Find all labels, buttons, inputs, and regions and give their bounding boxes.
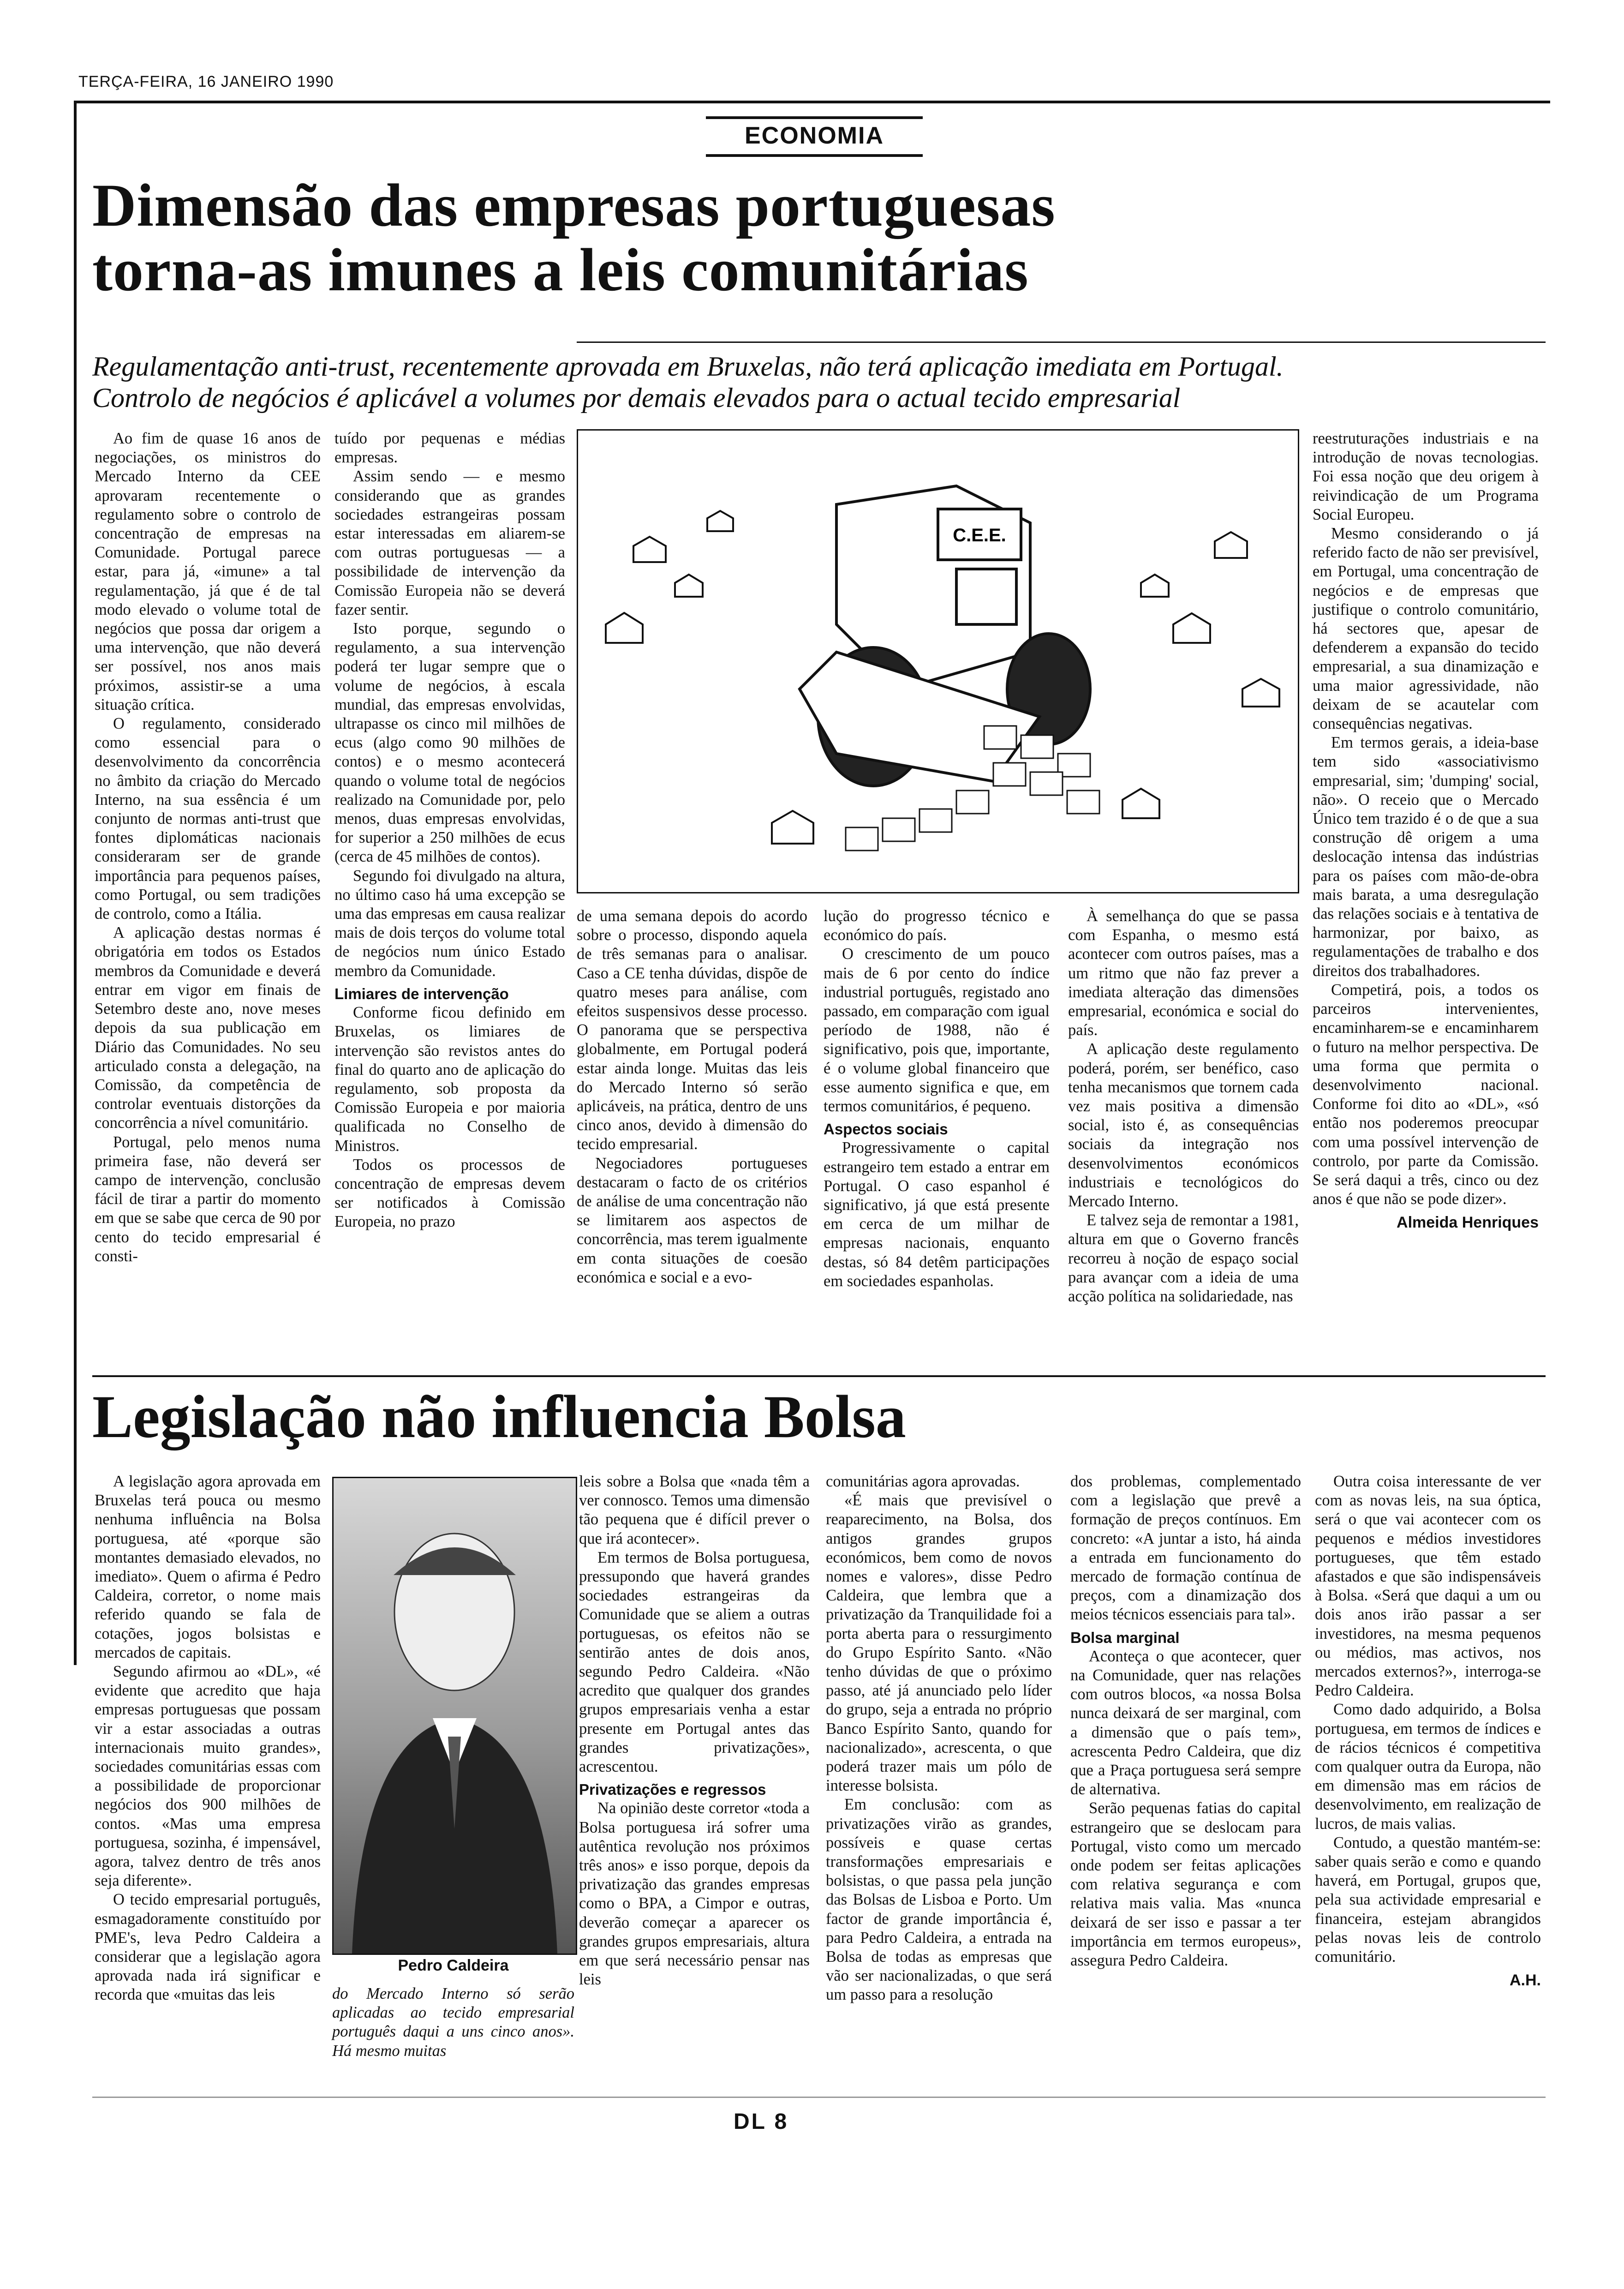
deck	[92, 351, 1541, 413]
paragraph: E talvez seja de remontar a 1981, altura em que o Governo francês recorreu à noção de espaço social para avançar com a ideia de uma acção política na solidariedade, nas	[1068, 1211, 1299, 1306]
paragraph: reestruturações industriais e na introdução de novas tecnologias. Foi essa noção que deu origem à reivindicação de um Programa Social Europeu.	[1313, 430, 1539, 523]
paragraph: «É mais que previsível o reaparecimento, na Bolsa, dos antigos grandes grupos económicos, bem como de novos nomes e valores», disse Pedro Caldeira, que lembra que a privatização da Tranquilidade foi a porta aberta para o ressurgimento do Grupo Espírito Santo. «Não tenho dúvidas de que o próximo passo, até já anunciado pelo líder do grupo, seja a entrada no próprio Banco Espírito Santo, quando for nacionalizado», acrescenta, o que poderá trazer mais um pólo de interesse bolsista.	[826, 1492, 1052, 1795]
section-rule	[706, 154, 923, 157]
article2-column-5	[1070, 1472, 1301, 1970]
headline-main	[92, 173, 1546, 302]
headline-line-2: torna-as imunes a leis comunitárias	[92, 236, 1029, 304]
left-rule	[74, 101, 77, 1665]
paragraph: Segundo foi divulgado na altura, no último caso há uma excepção se uma das empresas em causa realizar mais de dois terços do volume total de negócios num único Estado membro da Comunidade.	[334, 867, 565, 980]
paragraph: Em termos de Bolsa portuguesa, pressupondo que haverá grandes sociedades estrangeiras da Comunidade que se aliem a outras portuguesas, os efeitos não se sentirão antes de dois anos, segundo Pedro Caldeira. «Não acredito que qualquer dos grandes grupos empresariais venha a estar presente em Portugal antes das grandes privatizações», acrescentou.	[579, 1548, 810, 1776]
subheading: Privatizações e regressos	[579, 1781, 766, 1798]
cartoon-illustration	[577, 429, 1299, 893]
headline-secondary: Legislação não influencia Bolsa	[92, 1383, 906, 1450]
paragraph: A legislação agora aprovada em Bruxelas terá pouca ou mesmo nenhuma influência na Bolsa portuguesa, até «porque são montantes demasiado elevados, no imediato». Quem o afirma é Pedro Caldeira, corretor, o nome mais referido quando se fala de cotações, jogos bolsistas e mercados de capitais.	[95, 1473, 321, 1661]
subheading: Aspectos sociais	[824, 1121, 948, 1138]
article1-column-4	[824, 907, 1050, 1291]
portrait-photo	[332, 1477, 577, 1955]
deck-rule	[577, 342, 1546, 343]
paragraph: Mesmo considerando o já referido facto de não ser previsível, em Portugal, uma concentração de negócios e de empresas que justifique o controlo comunitário, há sectores que, apesar de defenderem a expansão do tecido empresarial, a sua dinamização e uma maior agressividade, não deixam de se acautelar com consequências negativas.	[1313, 525, 1539, 733]
deck-line-1: Regulamentação anti-trust, recentemente aprovada em Bruxelas, não terá aplicação imediata em Portugal.	[92, 351, 1284, 382]
paragraph: O tecido empresarial português, esmagadoramente constituído por PME's, leva Pedro Caldeira a considerar que a legislação agora aprovada nada irá significar e recorda que «muitas das leis	[95, 1891, 321, 2004]
article2-column-1	[95, 1472, 321, 2005]
section-header	[706, 116, 923, 158]
headline-line-1: Dimensão das empresas portuguesas	[92, 171, 1056, 239]
footer-masthead: DL 8	[734, 2109, 789, 2134]
article1-column-6	[1313, 429, 1539, 1233]
paragraph: A aplicação destas normas é obrigatória em todos os Estados membros da Comunidade e deverá entrar em vigor em finais de Setembro deste ano, nove meses depois da sua publicação em Diário das Comunidades. No seu articulado consta a delegação, na Comissão, da competência de controlar eventuais distorções da concorrência a nível comunitário.	[95, 924, 321, 1132]
paragraph: Em termos gerais, a ideia-base tem sido «associativismo empresarial, sim; 'dumping' social, não». O receio que o Mercado Único tem trazido é o de que a sua construção dê origem a uma deslocação intensa das indústrias para os países com mão-de-obra mais barata, a uma desregulação das relações sociais e à tentativa de harmonizar, por baixo, as regulamentações de trabalho e dos direitos dos trabalhadores.	[1313, 734, 1539, 980]
paragraph: Ao fim de quase 16 anos de negociações, os ministros do Mercado Interno da CEE aprovaram recentemente o regulamento sobre o controlo de concentração de empresas na Comunidade. Portugal parece estar, para já, «imune» a tal regulamentação, já que é de tal modo elevado o volume total de negócios que possa dar origem a uma intervenção, que não deverá ser possível, nos anos mais próximos, assistir-se a uma situação crítica.	[95, 430, 321, 713]
article1-column-5	[1068, 907, 1299, 1306]
article2-column-6	[1315, 1472, 1541, 1990]
dateline: TERÇA-FEIRA, 16 JANEIRO 1990	[78, 73, 334, 90]
top-rule	[74, 101, 1550, 103]
paragraph: Negociadores portugueses destacaram o facto de os critérios de análise de uma concentração não se limitarem aos aspectos de concorrência, mas terem igualmente em conta situações de coesão económica e social e a evo-	[577, 1154, 808, 1286]
paragraph: Todos os processos de concentração de empresas devem ser notificados à Comissão Europeia, no prazo	[334, 1156, 565, 1231]
article2-rule	[92, 1375, 1546, 1377]
truck-label: C.E.E.	[953, 525, 1006, 545]
paragraph: Contudo, a questão mantém-se: saber quais serão e como e quando haverá, em Portugal, grupos que, pela sua actividade empresarial e financeira, estejam abrangidos pelas novas leis de controlo comunitário.	[1315, 1834, 1541, 1966]
bottom-rule	[92, 2097, 1546, 2098]
paragraph: Em conclusão: com as privatizações virão as grandes, possíveis e quase certas transformações empresariais e bolsistas, o que passa pela junção das Bolsas de Lisboa e Porto. Um factor de grande importância é, para Pedro Caldeira, a entrada na Bolsa de todas as empresas que vão ser nacionalizadas, o que será um passo para a resolução	[826, 1796, 1052, 2004]
article2-column-2-tail	[332, 1984, 574, 2061]
section-label: ECONOMIA	[745, 122, 884, 149]
paragraph: Competirá, pois, a todos os parceiros intervenientes, encaminharem-se e encaminharem o futuro na melhor perspectiva. De uma forma que permita o desenvolvimento nacional. Conforme foi dito ao «DL», «só então nos poderemos preocupar com uma possível intervenção de controlo, por parte da Comissão. Se será daqui a três, cinco ou dez anos é que não se pode dizer».	[1313, 981, 1539, 1208]
paragraph: Aconteça o que acontecer, quer na Comunidade, quer nas relações com outros blocos, «a nossa Bolsa nunca deixará de ser marginal, com a dimensão que o país tem», acrescenta Pedro Caldeira, que diz que a Praça portuguesa será sempre de alternativa.	[1070, 1647, 1301, 1798]
paragraph: Conforme ficou definido em Bruxelas, os limiares de intervenção são revistos antes do final do quarto ano de aplicação do regulamento, sob proposta da Comissão Europeia e por maioria qualificada no Conselho de Ministros.	[334, 1004, 565, 1155]
paragraph: Na opinião deste corretor «toda a Bolsa portuguesa irá sofrer uma autêntica revolução nos próximos três anos» e isso porque, depois da privatização das grandes empresas como o BPA, a Cimpor e outras, deverão começar a aparecer os grandes grupos empresariais, altura em que será necessário pensar nas leis	[579, 1799, 810, 1989]
paragraph: Outra coisa interessante de ver com as novas leis, na sua óptica, será o que vai acontecer com os pequenos e médios investidores portugueses, que têm estado afastados e que são indispensáveis à Bolsa. «Será que daqui a um ou dois anos irão passar a ser investidores, na mesma pequenos ou médios, mas activos, nos mercados externos?», interroga-se Pedro Caldeira.	[1315, 1473, 1541, 1700]
paragraph: Serão pequenas fatias do capital estrangeiro que se deslocam para Portugal, visto como um mercado onde podem ser feitas aplicações com relativa segurança e com relativa mais valia. Mas «nunca deixará de ser isso e passar a ter importância em termos europeus», assegura Pedro Caldeira.	[1070, 1799, 1301, 1970]
paragraph: de uma semana depois do acordo sobre o processo, dispondo aquela de três semanas para o analisar. Caso a CE tenha dúvidas, dispõe de quatro meses para análise, com efeitos suspensivos desse processo. O panorama que se perspectiva globalmente, em Portugal poderá estar ainda longe. Muitas das leis do Mercado Interno só serão aplicáveis, na prática, dentro de uns cinco anos, devido à dimensão do tecido empresarial.	[577, 907, 807, 1153]
cartoon-drawing	[578, 431, 1298, 892]
paragraph: Como dado adquirido, a Bolsa portuguesa, em termos de índices e de rácios técnicos é competitiva com qualquer outra da Europa, não em dimensão mas em rácios de desenvolvimento, em realização de lucros, de mais valias.	[1315, 1701, 1541, 1833]
paragraph: lução do progresso técnico e económico do país.	[824, 907, 1050, 944]
article1-column-2	[334, 429, 565, 1232]
deck-line-2: Controlo de negócios é aplicável a volumes por demais elevados para o actual tecido empresarial	[92, 383, 1181, 413]
article1-column-3	[577, 907, 807, 1287]
paragraph: Assim sendo — e mesmo considerando que as grandes sociedades estrangeiras possam estar interessadas em aliarem-se com outras portuguesas — a possibilidade de intervenção da Comissão Europeia não se deverá fazer sentir.	[334, 467, 565, 618]
article2-column-3	[579, 1472, 810, 1989]
article1-column-1	[95, 429, 321, 1266]
paragraph: Segundo afirmou ao «DL», «é evidente que acredito que haja empresas portuguesas que possam vir a estar associadas a outras internacionais muito grandes», sociedades comunitárias essas com a possibilidade de proporcionar negócios dos 900 milhões de contos. «Mas uma empresa portuguesa, sozinha, é impensável, agora, talvez dentro de três anos seja diferente».	[95, 1663, 321, 1890]
paragraph: comunitárias agora aprovadas.	[826, 1473, 1020, 1490]
byline: Almeida Henriques	[1397, 1214, 1539, 1232]
paragraph: O crescimento de um pouco mais de 6 por cento do índice industrial português, registado ano passado, em comparação com igual período de 1988, não é significativo, pois que, importante, é o volume global financeiro que esse aumento significa e que, em termos comunitários, é pequeno.	[824, 945, 1050, 1115]
subheading: Bolsa marginal	[1070, 1629, 1180, 1646]
portrait-drawing	[334, 1478, 576, 1953]
byline: A.H.	[1510, 1971, 1541, 1989]
subheading: Limiares de intervenção	[334, 985, 509, 1002]
paragraph: dos problemas, complementado com a legislação que prevê a formação de preços contínuos. Em concreto: «A juntar a isto, há ainda a entrada em funcionamento do mercado de formação contínua de preços, com a dinamização dos meios técnicos essenciais para tal».	[1070, 1473, 1301, 1624]
paragraph: Progressivamente o capital estrangeiro tem estado a entrar em Portugal. O caso espanhol é significativo, já que está presente em cerca de um milhar de empresas nacionais, enquanto destas, só 84 detêm participações em sociedades espanholas.	[824, 1139, 1050, 1290]
paragraph: leis sobre a Bolsa que «nada têm a ver connosco. Temos uma dimensão tão pequena que é difícil prever o que irá acontecer».	[579, 1473, 810, 1547]
photo-caption: Pedro Caldeira	[398, 1957, 509, 1974]
paragraph: O regulamento, considerado como essencial para o desenvolvimento da concorrência no âmbito da criação do Mercado Interno, na sua essência é um conjunto de normas anti-trust que fontes diplomáticas nacionais consideraram ser de grande importância para pequenos países, como Portugal, ou sem tradições de controlo, como a Itália.	[95, 715, 321, 923]
paragraph: do Mercado Interno só serão aplicadas ao tecido empresarial português daqui a uns cinco anos». Há mesmo muitas	[332, 1985, 574, 2060]
paragraph: Portugal, pelo menos numa primeira fase, não deverá ser campo de intervenção, conclusão fácil de tirar a partir do momento em que se sabe que cerca de 90 por cento do tecido empresarial é consti-	[95, 1133, 321, 1265]
article2-column-4	[826, 1472, 1052, 2005]
paragraph: À semelhança do que se passa com Espanha, o mesmo está acontecer com outros países, mas a um ritmo que não faz prever a imediata alteração das dimensões empresarial, económica e social do país.	[1068, 907, 1299, 1039]
paragraph: A aplicação deste regulamento poderá, porém, ser benéfico, caso tenha mecanismos que tornem cada vez mais positiva a dimensão social, isto é, as consequências sociais da integração nos desenvolvimentos económicos industriais e tecnológicos do Mercado Interno.	[1068, 1040, 1299, 1210]
paragraph: Isto porque, segundo o regulamento, a sua intervenção poderá ter lugar sempre que o volume de negócios, à escala mundial, das empresas envolvidas, ultrapasse os cinco mil milhões de ecus (algo como 90 milhões de contos) e o mesmo acontecerá quando o volume total de negócios realizado na Comunidade por, pelo menos, duas empresas envolvidas, for superior a 250 milhões de ecus (cerca de 45 milhões de contos).	[334, 620, 565, 866]
paragraph: tuído por pequenas e médias empresas.	[334, 430, 565, 467]
